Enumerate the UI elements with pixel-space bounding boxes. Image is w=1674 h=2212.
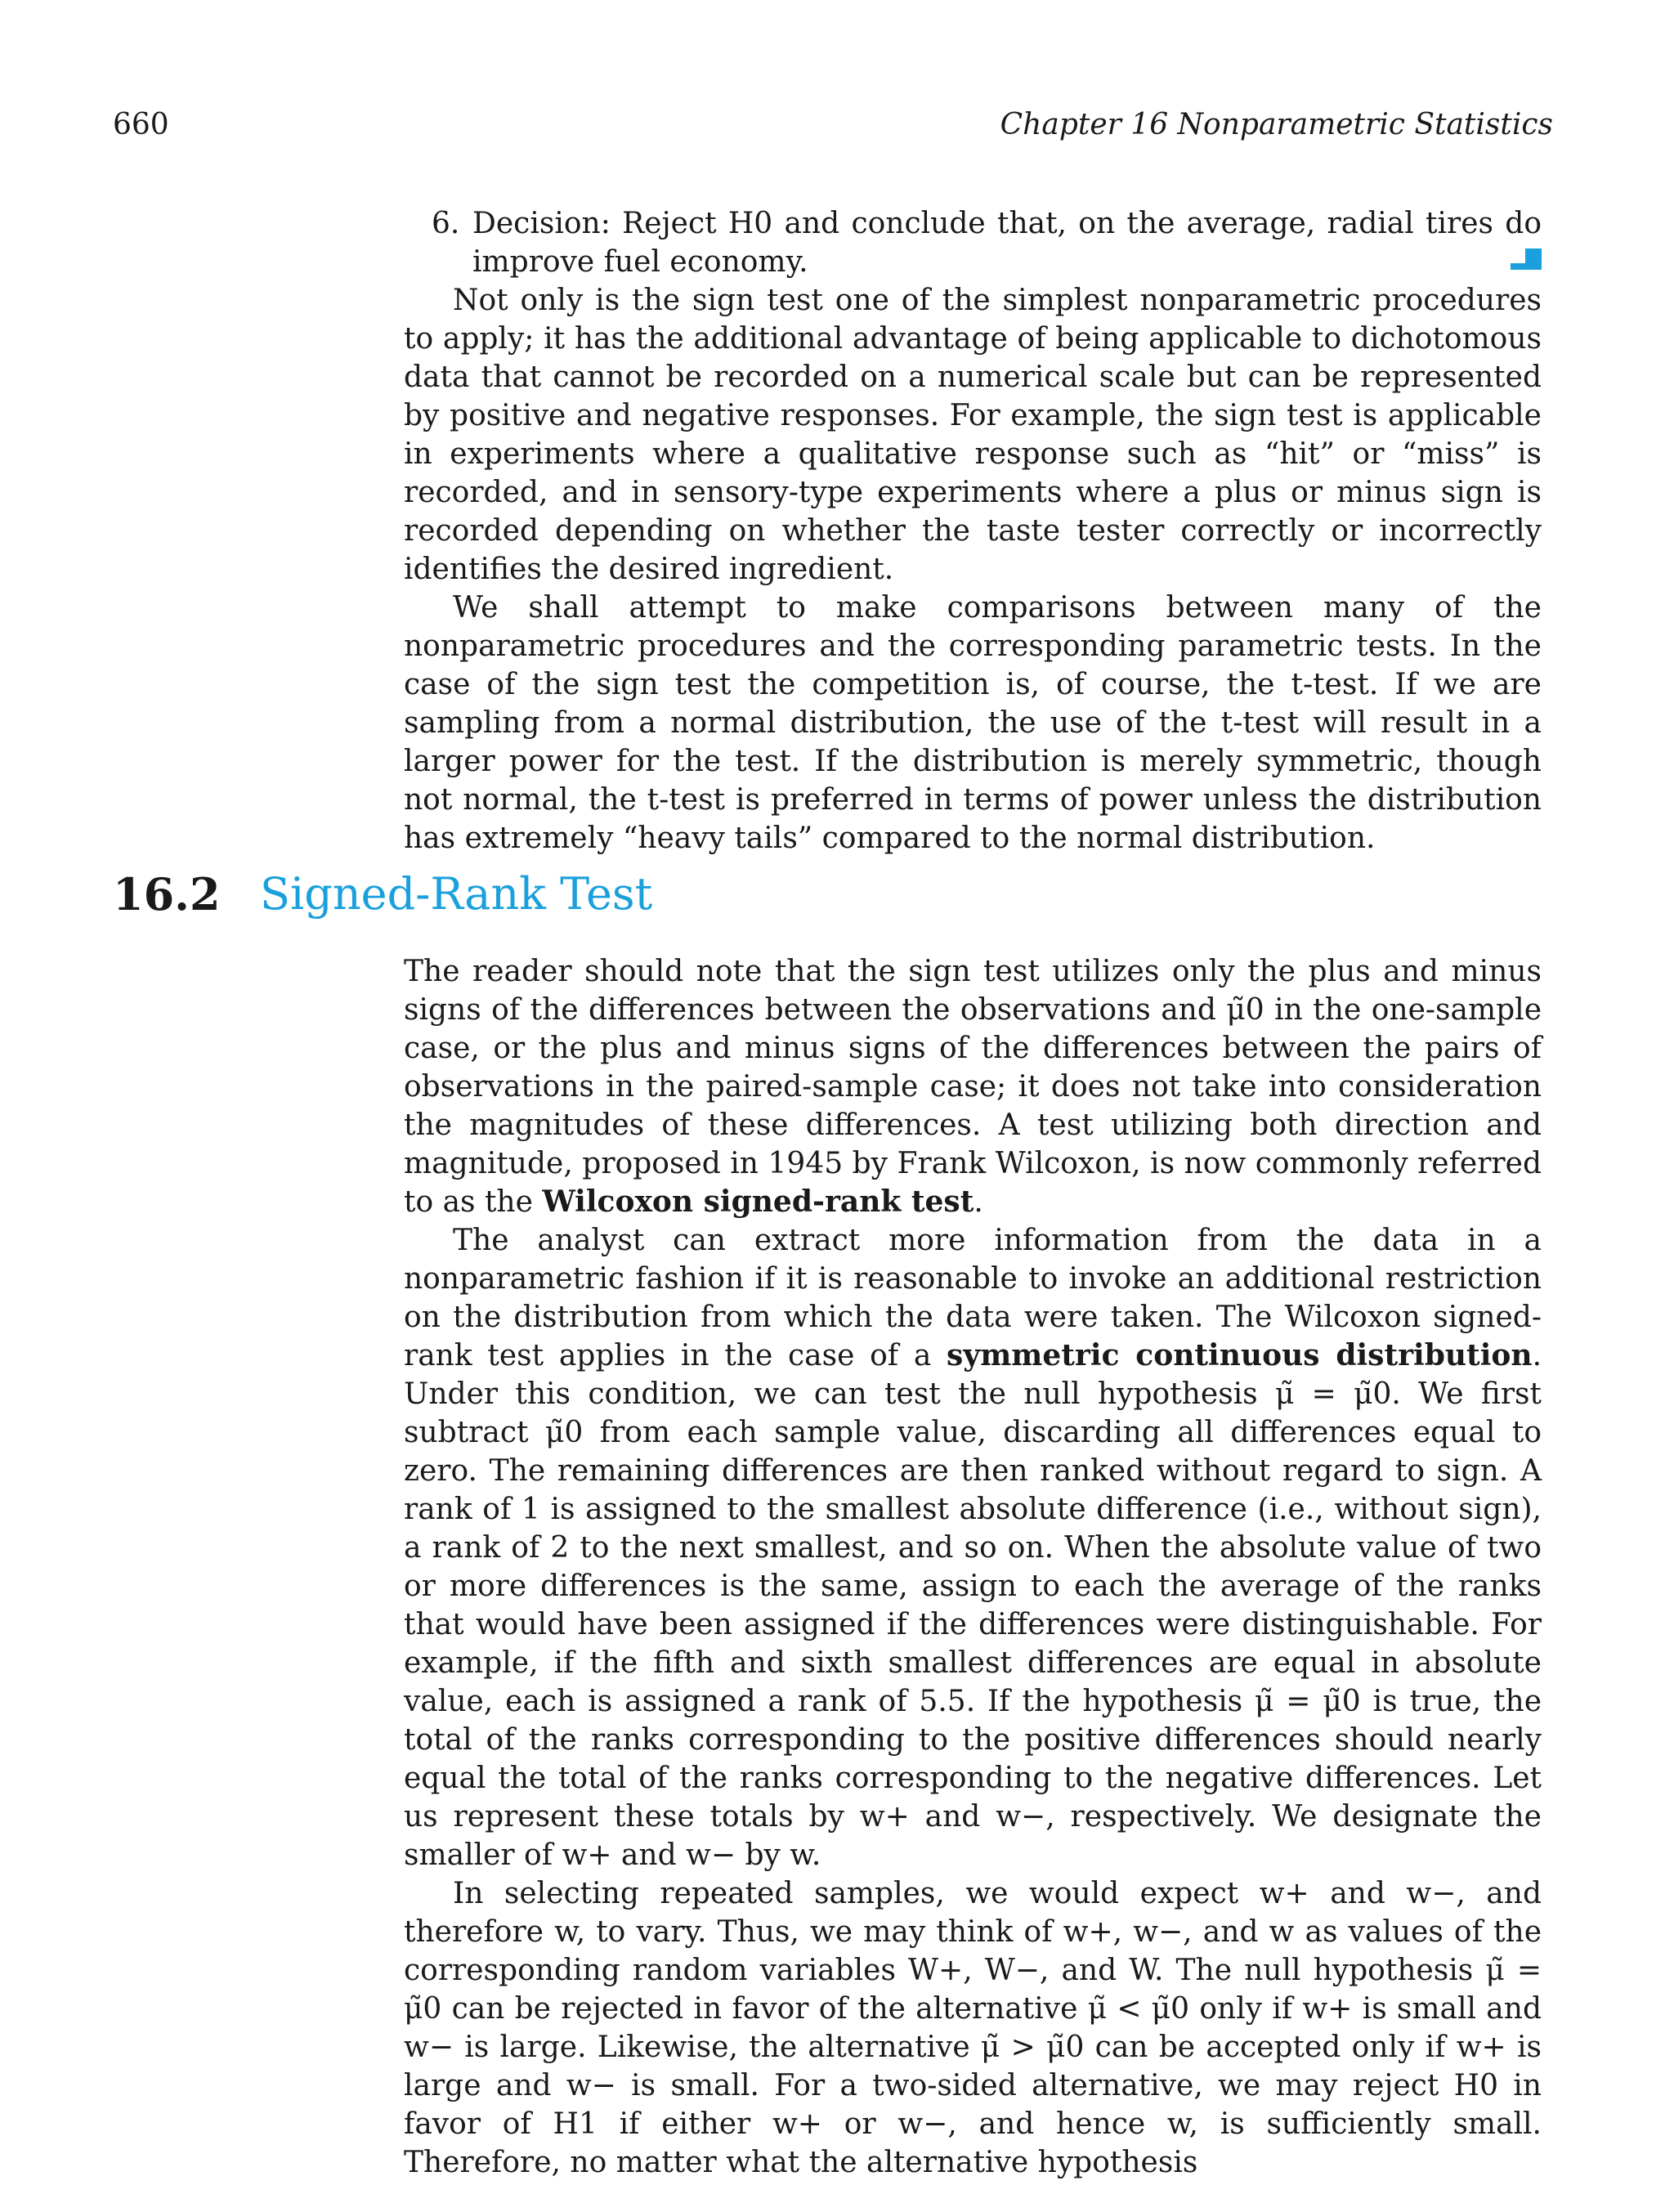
step-number: 6. xyxy=(432,207,460,240)
paragraph-intro-signed-rank: The reader should note that the sign test utilizes only the plus and minus signs of the differences between the observations and μ̃0 in the one-sample case, or the plus and minus signs of the differences between the pairs of observations in the paired-sample case; it does not take into consideration the magnitudes of these differences. A test utilizing both direction and magnitude, proposed in 1945 by Frank Wilcoxon, is now commonly referred to as the Wilcoxon signed-rank test. xyxy=(404,955,1542,1219)
chapter-title: Chapter 16 Nonparametric Statistics xyxy=(1000,108,1553,141)
text-block-top xyxy=(404,281,1542,857)
running-head xyxy=(0,108,1674,149)
step-6 xyxy=(432,204,1542,281)
paragraph-comparisons: We shall attempt to make comparisons between many of the nonparametric procedures and the corresponding parametric tests. In the case of the sign test the competition is, of course, the t-test. If we are sampling from a normal distribution, the use of the t-test will result in a larger power for the test. If the distribution is merely symmetric, though not normal, the t-test is preferred in terms of power unless the distribution has extremely “heavy tails” compared to the normal distribution. xyxy=(404,591,1542,855)
page-number: 660 xyxy=(113,108,169,141)
term-symmetric-continuous-distribution: symmetric continuous distribution xyxy=(947,1338,1533,1372)
paragraph-procedure: The analyst can extract more information from the data in a nonparametric fashion if it is reasonable to invoke an additional restriction on the distribution from which the data were taken. The Wilcoxon signed-rank test applies in the case of a symmetric continuous distribution. Under this condition, we can test the null hypothesis μ̃ = μ̃0. We first subtract μ̃0 from each sample value, discarding all differences equal to zero. The remaining differences are then ranked without regard to sign. A rank of 1 is assigned to the smallest absolute difference (i.e., without sign), a rank of 2 to the next smallest, and so on. When the absolute value of two or more differences is the same, assign to each the average of the ranks that would have been assigned if the differences were distinguishable. For example, if the fifth and sixth smallest differences are equal in absolute value, each is assigned a rank of 5.5. If the hypothesis μ̃ = μ̃0 is true, the total of the ranks corresponding to the positive differences should nearly equal the total of the ranks corresponding to the negative differences. Let us represent these totals by w+ and w−, respectively. We designate the smaller of w+ and w− by w. xyxy=(404,1224,1542,1872)
paragraph-repeated-samples: In selecting repeated samples, we would expect w+ and w−, and therefore w, to vary. Thus, we may think of w+, w−, and w as values of the corresponding random variables W+, W−, and W. The null hypothesis μ̃ = μ̃0 can be rejected in favor of the alternative μ̃ < μ̃0 only if w+ is small and w− is large. Likewise, the alternative μ̃ > μ̃0 can be accepted only if w+ is large and w− is small. For a two-sided alternative, we may reject H0 in favor of H1 if either w+ or w−, and hence w, is sufficiently small. Therefore, no matter what the alternative hypothesis xyxy=(404,1877,1542,2179)
term-wilcoxon-signed-rank-test: Wilcoxon signed-rank test xyxy=(542,1184,974,1219)
step-text: Decision: Reject H0 and conclude that, on the average, radial tires do improve fuel economy. xyxy=(472,207,1542,279)
end-of-example-marker-icon xyxy=(1525,249,1542,270)
paragraph-sign-test-advantages: Not only is the sign test one of the simplest nonparametric procedures to apply; it has the additional advantage of being applicable to dichotomous data that cannot be recorded on a numerical scale but can be represented by positive and negative responses. For example, the sign test is applicable in experiments where a qualitative response such as “hit” or “miss” is recorded, and in sensory-type experiments where a plus or minus sign is recorded depending on whether the taste tester correctly or incorrectly identifies the desired ingredient. xyxy=(404,284,1542,586)
section-title: Signed-Rank Test xyxy=(260,868,653,920)
text-block-section xyxy=(404,952,1542,2182)
section-number: 16.2 xyxy=(113,868,221,920)
